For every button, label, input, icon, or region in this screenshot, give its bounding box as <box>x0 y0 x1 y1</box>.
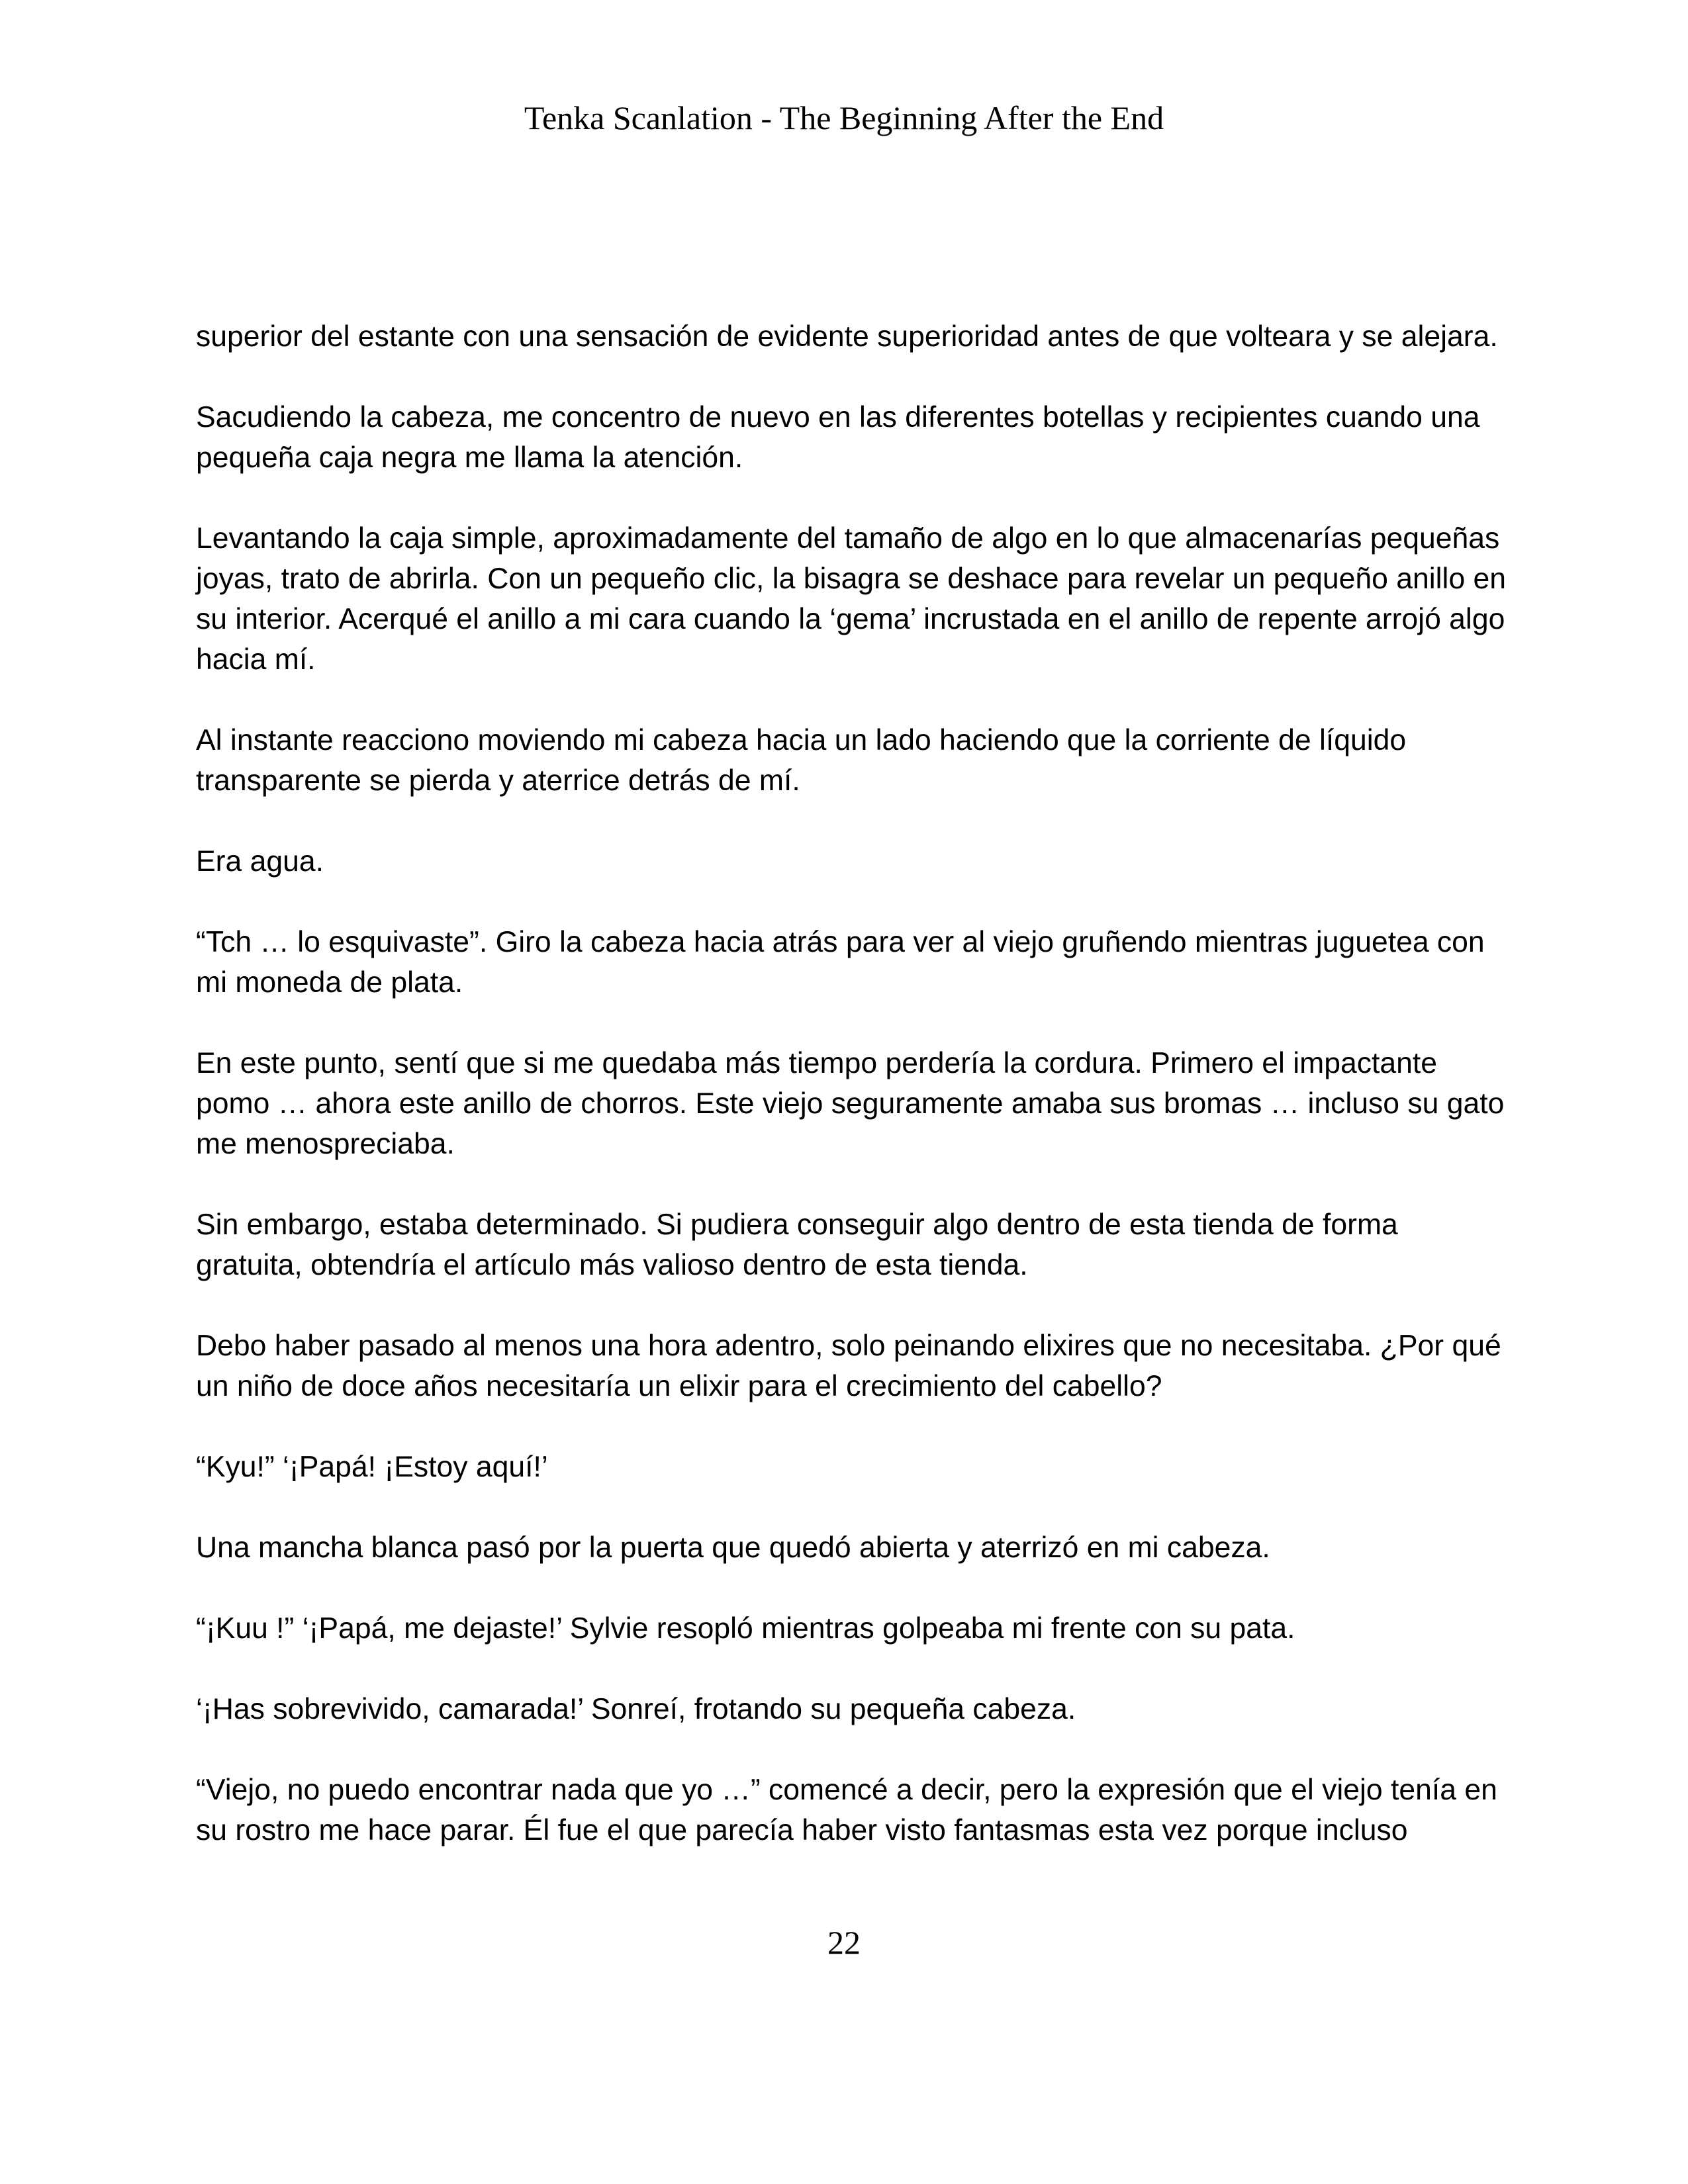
paragraph: Levantando la caja simple, aproximadamente del tamaño de algo en lo que almacenarías pequeñas joyas, trato de abrirla. Con un pequeño clic, la bisagra se deshace para revelar un pequeño anillo en su interior. Acerqué el anillo a mi cara cuando la ‘gema’ incrustada en el anillo de repente arrojó algo hacia mí. <box>196 522 1507 676</box>
page-header: Tenka Scanlation - The Beginning After the End <box>524 99 1164 136</box>
page-number: 22 <box>827 1924 861 1961</box>
paragraph: Una mancha blanca pasó por la puerta que quedó abierta y aterrizó en mi cabeza. <box>196 1531 1270 1564</box>
paragraph: En este punto, sentí que si me quedaba más tiempo perdería la cordura. Primero el impactante pomo … ahora este anillo de chorros. Este viejo seguramente amaba sus bromas … incluso su gato me menospreciaba. <box>196 1047 1505 1160</box>
paragraph: “Tch … lo esquivaste”. Giro la cabeza hacia atrás para ver al viejo gruñendo mientras juguetea con mi moneda de plata. <box>196 926 1485 999</box>
paragraph: “Viejo, no puedo encontrar nada que yo …” comencé a decir, pero la expresión que el viejo tenía en su rostro me hace parar. Él fue el que parecía haber visto fantasmas esta vez porque incluso <box>196 1774 1497 1846</box>
paragraph: Sin embargo, estaba determinado. Si pudiera conseguir algo dentro de esta tienda de forma gratuita, obtendría el artículo más valioso dentro de esta tienda. <box>196 1208 1398 1281</box>
paragraph: ‘¡Has sobrevivido, camarada!’ Sonreí, frotando su pequeña cabeza. <box>196 1693 1076 1725</box>
paragraph: “Kyu!” ‘¡Papá! ¡Estoy aquí!’ <box>196 1451 548 1483</box>
paragraph: superior del estante con una sensación de evidente superioridad antes de que volteara y se alejara. <box>196 320 1498 353</box>
body-text <box>196 316 1507 1850</box>
paragraph: Sacudiendo la cabeza, me concentro de nuevo en las diferentes botellas y recipientes cuando una pequeña caja negra me llama la atención. <box>196 401 1480 474</box>
paragraph: Era agua. <box>196 845 324 878</box>
paragraph: Debo haber pasado al menos una hora adentro, solo peinando elixires que no necesitaba. ¿Por qué un niño de doce años necesitaría un elixir para el crecimiento del cabello? <box>196 1330 1501 1402</box>
paragraph: Al instante reacciono moviendo mi cabeza hacia un lado haciendo que la corriente de líquido transparente se pierda y aterrice detrás de mí. <box>196 724 1407 797</box>
paragraph: “¡Kuu !” ‘¡Papá, me dejaste!’ Sylvie resopló mientras golpeaba mi frente con su pata. <box>196 1612 1295 1645</box>
